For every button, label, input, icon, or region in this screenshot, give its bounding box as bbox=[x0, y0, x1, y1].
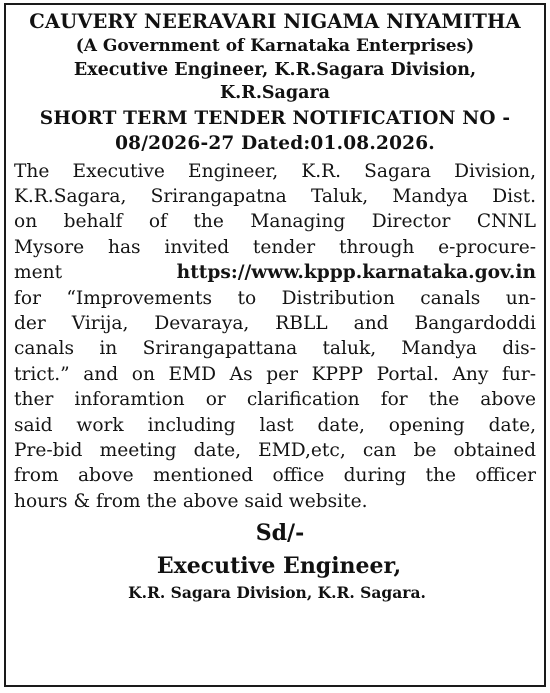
notice-body bbox=[14, 159, 536, 515]
url-prefix: ment bbox=[14, 262, 63, 284]
body-line: said work including last date, opening date, bbox=[14, 414, 536, 436]
procurement-url[interactable]: https://www.kppp.karnataka.gov.in bbox=[176, 262, 536, 284]
signature-mark: Sd/- bbox=[255, 520, 305, 547]
body-line: ther inforamtion or clarification for the above bbox=[14, 389, 536, 411]
body-line: for “Improvements to Distribution canals un- bbox=[14, 287, 536, 309]
notification-title-line-1: SHORT TERM TENDER NOTIFICATION NO - bbox=[39, 107, 511, 129]
organisation-name: CAUVERY NEERAVARI NIGAMA NIYAMITHA bbox=[29, 10, 521, 33]
signatory-designation: Executive Engineer, bbox=[156, 553, 402, 580]
body-line-last: hours & from the above said website. bbox=[14, 490, 368, 512]
body-line: trict.” and on EMD As per KPPP Portal. Any fur- bbox=[14, 363, 536, 385]
notification-title-line-2: 08/2026-27 Dated:01.08.2026. bbox=[115, 132, 435, 154]
office-line-1: Executive Engineer, K.R.Sagara Division, bbox=[73, 59, 477, 80]
body-line: Mysore has invited tender through e-procure- bbox=[14, 236, 536, 258]
body-line: The Executive Engineer, K.R. Sagara Division, bbox=[14, 160, 536, 182]
notice-header bbox=[14, 9, 536, 156]
body-line: Pre-bid meeting date, EMD,etc, can be obtained bbox=[14, 439, 536, 461]
body-line-url bbox=[14, 260, 536, 285]
signatory-office: K.R. Sagara Division, K.R. Sagara. bbox=[128, 583, 426, 603]
signature-block bbox=[14, 518, 536, 604]
tender-notice bbox=[4, 3, 546, 687]
body-line: from above mentioned office during the officer bbox=[14, 465, 536, 487]
body-line: der Virija, Devaraya, RBLL and Bangardoddi bbox=[14, 312, 536, 334]
body-line: K.R.Sagara, Srirangapatna Taluk, Mandya Dist. bbox=[14, 185, 536, 207]
office-line-2: K.R.Sagara bbox=[219, 83, 331, 103]
organisation-subtitle: (A Government of Karnataka Enterprises) bbox=[75, 36, 475, 56]
body-line: canals in Srirangapattana taluk, Mandya dis- bbox=[14, 338, 536, 360]
body-line: on behalf of the Managing Director CNNL bbox=[14, 211, 536, 233]
